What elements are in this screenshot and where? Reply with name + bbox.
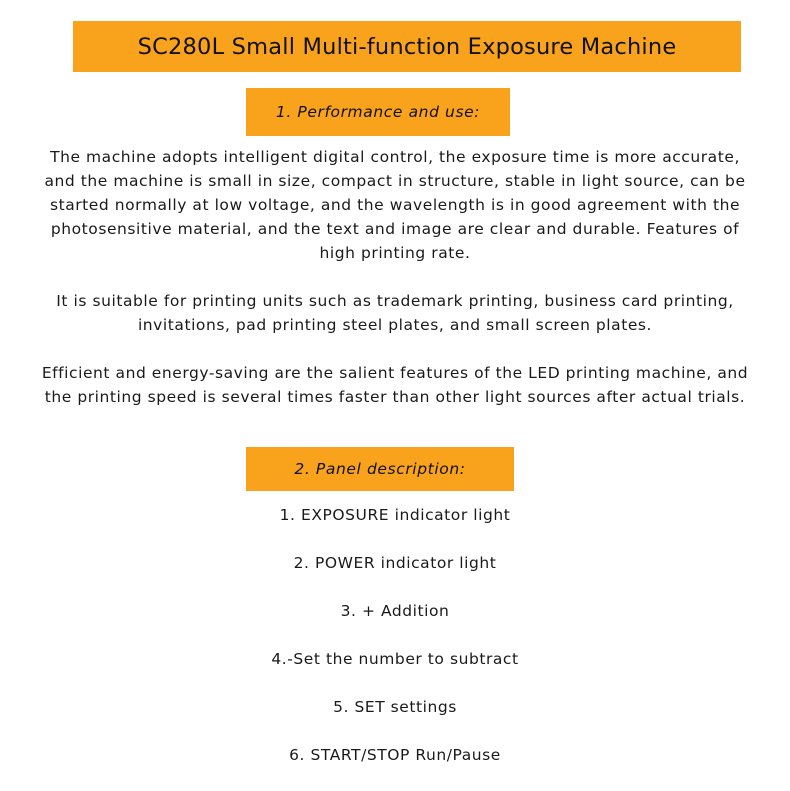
performance-paragraph: The machine adopts intelligent digital control, the exposure time is more accurate, and the machine is small in size, compact in structure, stable in light source, can be started normally at low voltage, and the wavelength is in good agreement with the photosensitive material, and the text and image are clear and durable. Features of high printing rate. [44,148,746,262]
panel-item-set-settings: 5. SET settings [333,698,457,716]
panel-item-start-stop: 6. START/STOP Run/Pause [289,746,501,764]
panel-item-power-indicator: 2. POWER indicator light [293,554,497,572]
title-banner [73,21,741,72]
panel-description-list [0,503,790,791]
panel-item-addition: 3. + Addition [340,602,450,620]
section-heading-performance-text: 1. Performance and use: [275,103,481,121]
section-heading-performance [246,88,510,136]
section-heading-panel-text: 2. Panel description: [294,460,466,478]
suitability-paragraph: It is suitable for printing units such as trademark printing, business card printing, invitations, pad printing steel plates, and small screen plates. [56,292,734,334]
panel-item-subtract: 4.-Set the number to subtract [271,650,519,668]
page-title: SC280L Small Multi-function Exposure Machine [137,33,677,60]
efficiency-paragraph: Efficient and energy-saving are the salient features of the LED printing machine, and the printing speed is several times faster than other light sources after actual trials. [41,364,749,406]
section-heading-panel [246,447,514,491]
panel-item-exposure-indicator: 1. EXPOSURE indicator light [279,506,511,524]
